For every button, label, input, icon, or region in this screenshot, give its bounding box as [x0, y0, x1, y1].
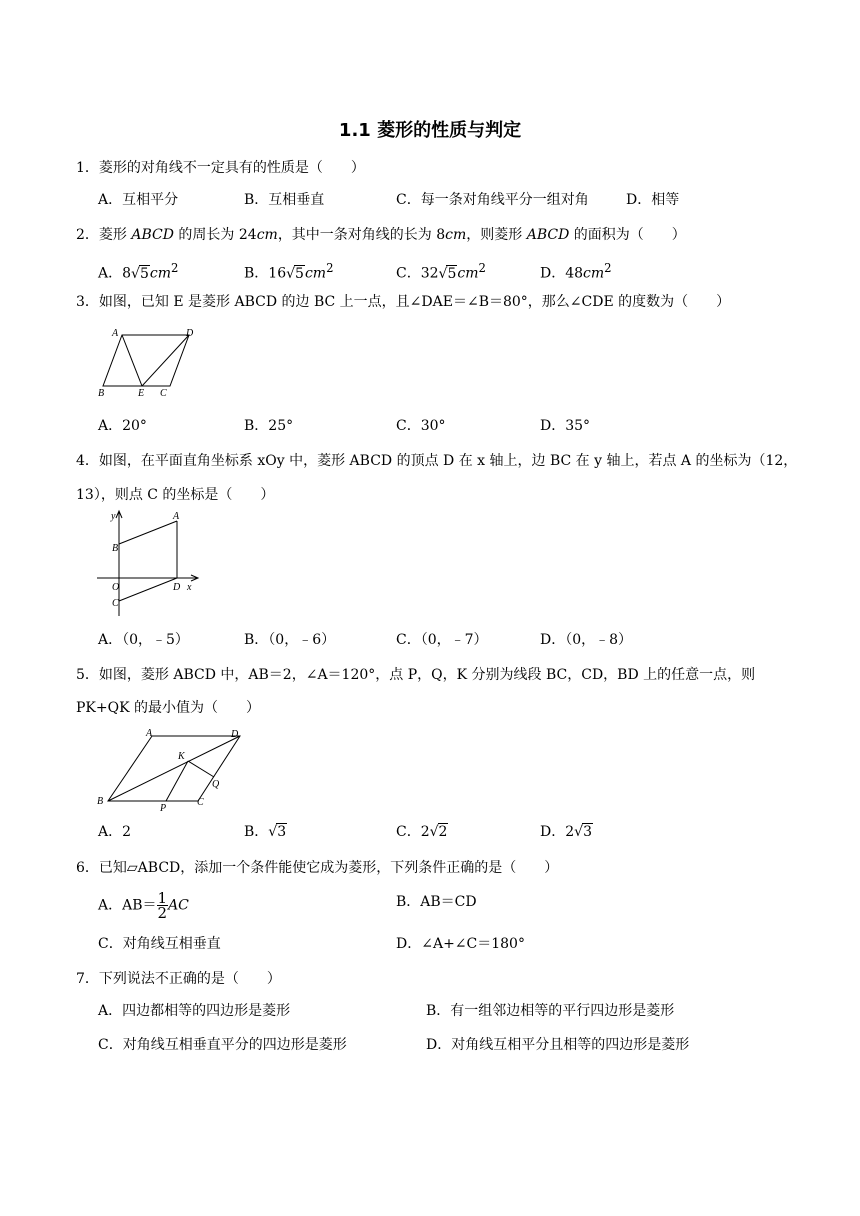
q3-option-c[interactable]: C．30°: [396, 418, 446, 434]
q5-segment-kq: [188, 761, 214, 777]
q5-option-a[interactable]: A．2: [98, 824, 132, 840]
q5-label-c: C: [197, 797, 204, 808]
q4-side-ba: [119, 521, 177, 544]
q3-label-b: B: [98, 388, 105, 399]
q2-option-c-coef: C．32: [396, 265, 439, 282]
q4-label-y: y: [111, 511, 116, 522]
q2-exponent: 2: [171, 261, 179, 275]
q2-text: 的面积为（ ）: [569, 227, 686, 243]
q5-option-d[interactable]: [540, 822, 593, 842]
q7-option-c[interactable]: C．对角线互相垂直平分的四边形是菱形: [98, 1037, 347, 1053]
sqrt-symbol: √: [268, 824, 278, 840]
q2-unit: cm: [256, 227, 278, 243]
q2-option-b[interactable]: [244, 258, 334, 284]
q4-label-d: D: [173, 582, 181, 593]
q4-option-d[interactable]: D．（0，﹣8）: [540, 632, 633, 648]
sqrt-symbol: √: [286, 265, 296, 282]
question-3-stem: 3．如图，已知 E 是菱形 ABCD 的边 BC 上一点，且∠DAE＝∠B＝80°，那么∠CDE 的度数为（ ）: [76, 294, 731, 310]
q7-option-d[interactable]: D．对角线互相平分且相等的四边形是菱形: [426, 1037, 690, 1053]
question-6-stem: 6．已知▱ABCD，添加一个条件能使它成为菱形，下列条件正确的是（ ）: [76, 860, 559, 876]
q3-option-d[interactable]: D．35°: [540, 418, 591, 434]
q5-label-d: D: [231, 729, 239, 740]
q6-option-a-ac: AC: [168, 897, 189, 914]
sqrt-symbol: √: [574, 824, 584, 840]
question-5-stem-line1: 5．如图，菱形 ABCD 中，AB＝2，∠A＝120°，点 P，Q，K 分别为线段 BC，CD，BD 上的任意一点，则: [76, 667, 756, 683]
q3-label-e: E: [138, 388, 145, 399]
q3-option-a[interactable]: A．20°: [98, 418, 147, 434]
q4-option-b[interactable]: B．（0，﹣6）: [244, 632, 336, 648]
q1-option-c[interactable]: C．每一条对角线平分一组对角: [396, 192, 589, 208]
q2-unit: cm: [583, 265, 605, 282]
q5-label-q: Q: [212, 779, 220, 790]
q3-segment-ae: [122, 335, 142, 386]
q2-radicand: 5: [139, 265, 149, 282]
sqrt-symbol: √: [429, 824, 439, 840]
q2-exponent: 2: [604, 261, 612, 275]
q2-text: 的周长为 24: [173, 227, 257, 243]
q2-text: ，其中一条对角线的长为 8: [277, 227, 446, 243]
q6-option-c[interactable]: C．对角线互相垂直: [98, 936, 221, 952]
q5-label-a: A: [146, 728, 153, 739]
q3-rhombus: [103, 335, 189, 386]
q2-unit: cm: [445, 227, 467, 243]
q7-option-a[interactable]: A．四边都相等的四边形是菱形: [98, 1003, 291, 1019]
q5-option-d-label: D．2: [540, 824, 575, 840]
q1-option-b[interactable]: B．互相垂直: [244, 192, 325, 208]
q3-rhombus-figure: [92, 324, 202, 400]
q6-option-b[interactable]: B．AB＝CD: [396, 894, 477, 910]
q5-option-c[interactable]: [396, 822, 448, 842]
q2-text: ，则菱形: [466, 227, 527, 243]
q3-label-d: D: [186, 328, 194, 339]
q5-option-b[interactable]: [244, 822, 287, 842]
q2-option-c[interactable]: [396, 258, 486, 284]
q3-segment-de: [142, 335, 189, 386]
q6-option-a-label: A．AB＝: [98, 897, 157, 914]
q5-label-k: K: [178, 751, 185, 762]
question-4-stem-line2: 13），则点 C 的坐标是（ ）: [76, 487, 275, 503]
question-4-stem-line1: 4．如图，在平面直角坐标系 xOy 中，菱形 ABCD 的顶点 D 在 x 轴上，边 BC 在 y 轴上，若点 A 的坐标为（12，: [76, 453, 798, 469]
q5-option-b-label: B．: [244, 824, 269, 840]
q2-text: 2．菱形: [76, 227, 132, 243]
q6-fraction-denominator: 2: [157, 904, 168, 922]
q4-coordinate-figure: [95, 506, 205, 620]
q3-label-c: C: [160, 388, 167, 399]
q4-side-dc: [119, 578, 177, 601]
q2-option-a[interactable]: [98, 258, 178, 284]
page-title: 1.1 菱形的性质与判定: [338, 120, 522, 141]
q2-radicand: 5: [295, 265, 304, 282]
q6-option-d[interactable]: D．∠A+∠C＝180°: [396, 936, 525, 952]
q5-rhombus-figure: [94, 726, 254, 816]
q4-label-b: B: [112, 543, 119, 554]
q4-label-x: x: [187, 582, 192, 593]
q4-option-a[interactable]: A．（0，﹣5）: [98, 632, 189, 648]
q6-option-a[interactable]: [98, 891, 189, 920]
q3-label-a: A: [112, 328, 119, 339]
q2-option-d-coef: D．48: [540, 265, 584, 282]
q7-option-b[interactable]: B．有一组邻边相等的平行四边形是菱形: [426, 1003, 675, 1019]
q1-option-a[interactable]: A．互相平分: [98, 192, 179, 208]
q1-option-d[interactable]: D．相等: [626, 192, 680, 208]
q5-option-c-label: C．2: [396, 824, 430, 840]
q4-label-a: A: [173, 511, 180, 522]
q2-radicand: 5: [447, 265, 457, 282]
question-2-stem: [76, 224, 796, 246]
question-5-stem-line2: PK+QK 的最小值为（ ）: [76, 700, 260, 716]
q2-option-a-coef: A．8: [98, 265, 132, 282]
q5-label-p: P: [160, 803, 167, 814]
q2-exponent: 2: [478, 261, 486, 275]
question-1-stem: 1．菱形的对角线不一定具有的性质是（ ）: [76, 160, 365, 176]
q4-label-o: O: [112, 582, 120, 593]
q5-diagonal-bd: [108, 736, 240, 801]
q2-exponent: 2: [326, 261, 334, 275]
q6-fraction: [157, 891, 169, 920]
q2-option-d[interactable]: [540, 258, 612, 284]
q2-unit: cm: [149, 265, 171, 282]
q3-option-b[interactable]: B．25°: [244, 418, 294, 434]
q5-option-c-radicand: 2: [438, 824, 448, 840]
sqrt-symbol: √: [131, 265, 140, 282]
q5-option-d-radicand: 3: [583, 824, 592, 840]
q5-option-b-radicand: 3: [277, 824, 287, 840]
q5-label-b: B: [97, 796, 104, 807]
sqrt-symbol: √: [438, 265, 448, 282]
q4-label-c: C: [112, 598, 119, 609]
q2-unit: cm: [304, 265, 327, 282]
q2-abcd: ABCD: [526, 227, 570, 243]
question-7-stem: 7．下列说法不正确的是（ ）: [76, 971, 281, 987]
q2-option-b-coef: B．16: [244, 265, 287, 282]
q6-fraction-numerator: 1: [157, 889, 168, 907]
q2-unit: cm: [457, 265, 479, 282]
q4-option-c[interactable]: C．（0，﹣7）: [396, 632, 488, 648]
q2-abcd: ABCD: [131, 227, 174, 243]
